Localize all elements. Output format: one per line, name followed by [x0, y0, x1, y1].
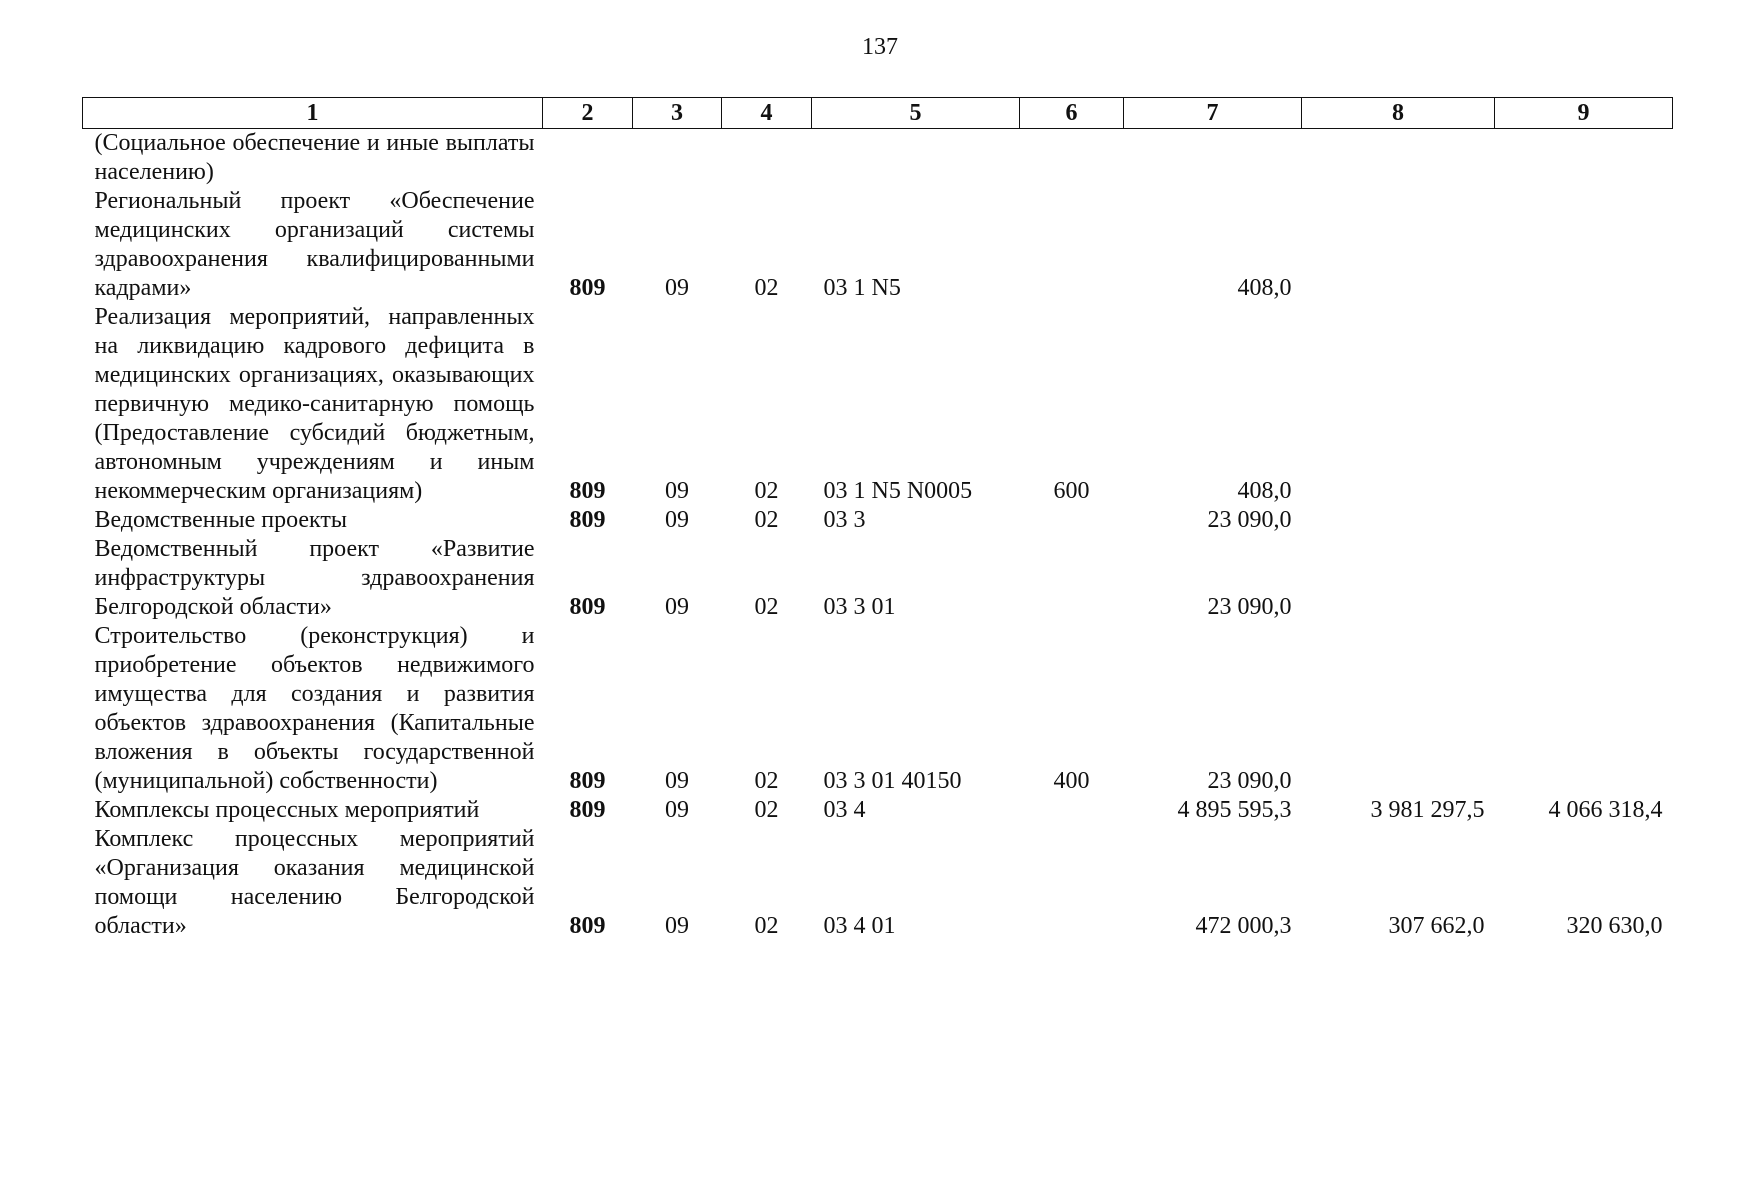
subsection-code — [722, 129, 812, 188]
amount-col-9: 4 066 318,4 — [1548, 797, 1663, 823]
amount-col-8 — [1302, 187, 1495, 303]
amount-col-7: 408,0 — [1237, 478, 1292, 504]
page-number: 137 — [862, 34, 898, 60]
amount-col-8 — [1302, 506, 1495, 535]
amount-col-8 — [1302, 129, 1495, 188]
header-row — [83, 98, 1673, 129]
section-code — [633, 129, 722, 188]
expense-type-code — [1020, 129, 1124, 188]
budget-table — [82, 97, 1673, 941]
column-header-9: 9 — [1495, 98, 1673, 129]
subsection-code: 02 — [754, 913, 779, 939]
amount-col-7: 4 895 595,3 — [1177, 797, 1292, 823]
expense-type-code — [1020, 506, 1124, 535]
ministry-code — [543, 129, 633, 188]
ministry-code: 809 — [569, 275, 606, 301]
subsection-code: 02 — [754, 507, 779, 533]
subsection-code: 02 — [754, 768, 779, 794]
expense-type-code — [1020, 187, 1124, 303]
expense-type-code — [1020, 535, 1124, 622]
row-name: (Социальное обеспечение и иные выплаты населению) — [94, 130, 535, 185]
expense-type-code — [1020, 825, 1124, 941]
subsection-code: 02 — [754, 594, 779, 620]
expense-type-code — [1020, 796, 1124, 825]
section-code: 09 — [665, 594, 689, 620]
section-code: 09 — [665, 507, 689, 533]
amount-col-9 — [1495, 622, 1673, 796]
ministry-code: 809 — [569, 913, 606, 939]
row-name: Комплексы процессных мероприятий — [94, 797, 480, 823]
amount-col-8 — [1302, 303, 1495, 506]
amount-col-7 — [1124, 129, 1302, 188]
amount-col-9 — [1495, 506, 1673, 535]
target-article-code: 03 4 01 — [823, 913, 896, 939]
subsection-code: 02 — [754, 478, 779, 504]
section-code: 09 — [665, 275, 689, 301]
amount-col-7: 23 090,0 — [1207, 768, 1292, 794]
ministry-code: 809 — [569, 478, 606, 504]
column-header-1: 1 — [83, 98, 543, 129]
target-article-code: 03 3 — [823, 507, 866, 533]
column-header-5: 5 — [812, 98, 1020, 129]
ministry-code: 809 — [569, 797, 606, 823]
column-header-6: 6 — [1020, 98, 1124, 129]
table-row — [83, 129, 1673, 188]
target-article-code: 03 3 01 — [823, 594, 896, 620]
table-row — [83, 506, 1673, 535]
amount-col-9 — [1495, 535, 1673, 622]
ministry-code: 809 — [569, 507, 606, 533]
section-code: 09 — [665, 768, 689, 794]
amount-col-8: 307 662,0 — [1388, 913, 1485, 939]
amount-col-9: 320 630,0 — [1566, 913, 1663, 939]
amount-col-7: 472 000,3 — [1195, 913, 1292, 939]
column-header-4: 4 — [722, 98, 812, 129]
row-name: Строительство (реконструкция) и приобретение объектов недвижимого имущества для создания и развития объектов здравоохранения (Капитальные вложения в объекты государственной (муниципальной) собственности) — [94, 623, 535, 794]
amount-col-7: 408,0 — [1237, 275, 1292, 301]
target-article-code — [812, 129, 1020, 188]
target-article-code: 03 1 N5 N0005 — [823, 478, 973, 504]
ministry-code: 809 — [569, 768, 606, 794]
column-header-7: 7 — [1124, 98, 1302, 129]
table-row — [83, 796, 1673, 825]
amount-col-8 — [1302, 535, 1495, 622]
target-article-code: 03 4 — [823, 797, 866, 823]
expense-type-code: 400 — [1053, 768, 1090, 794]
row-name: Региональный проект «Обеспечение медицинских организаций системы здравоохранения квалифицированными кадрами» — [94, 188, 535, 301]
ministry-code: 809 — [569, 594, 606, 620]
row-name: Ведомственный проект «Развитие инфраструктуры здравоохранения Белгородской области» — [94, 536, 535, 620]
subsection-code: 02 — [754, 275, 779, 301]
table-row — [83, 535, 1673, 622]
subsection-code: 02 — [754, 797, 779, 823]
amount-col-9 — [1495, 129, 1673, 188]
amount-col-8: 3 981 297,5 — [1370, 797, 1485, 823]
amount-col-9 — [1495, 187, 1673, 303]
amount-col-7: 23 090,0 — [1207, 594, 1292, 620]
section-code: 09 — [665, 478, 689, 504]
row-name: Комплекс процессных мероприятий «Организация оказания медицинской помощи населению Белгородской области» — [94, 826, 535, 939]
column-header-2: 2 — [543, 98, 633, 129]
table-row — [83, 622, 1673, 796]
amount-col-9 — [1495, 303, 1673, 506]
row-name: Реализация мероприятий, направленных на ликвидацию кадрового дефицита в медицинских организациях, оказывающих первичную медико-санитарную помощь (Предоставление субсидий бюджетным, автономным учреждениям и иным некоммерческим организациям) — [94, 304, 535, 504]
amount-col-8 — [1302, 622, 1495, 796]
table-row — [83, 303, 1673, 506]
target-article-code: 03 3 01 40150 — [823, 768, 962, 794]
section-code: 09 — [665, 797, 689, 823]
amount-col-7: 23 090,0 — [1207, 507, 1292, 533]
target-article-code: 03 1 N5 — [823, 275, 901, 301]
column-header-3: 3 — [633, 98, 722, 129]
column-header-8: 8 — [1302, 98, 1495, 129]
section-code: 09 — [665, 913, 689, 939]
table-row — [83, 825, 1673, 941]
row-name: Ведомственные проекты — [94, 507, 347, 533]
table-row — [83, 187, 1673, 303]
expense-type-code: 600 — [1053, 478, 1090, 504]
